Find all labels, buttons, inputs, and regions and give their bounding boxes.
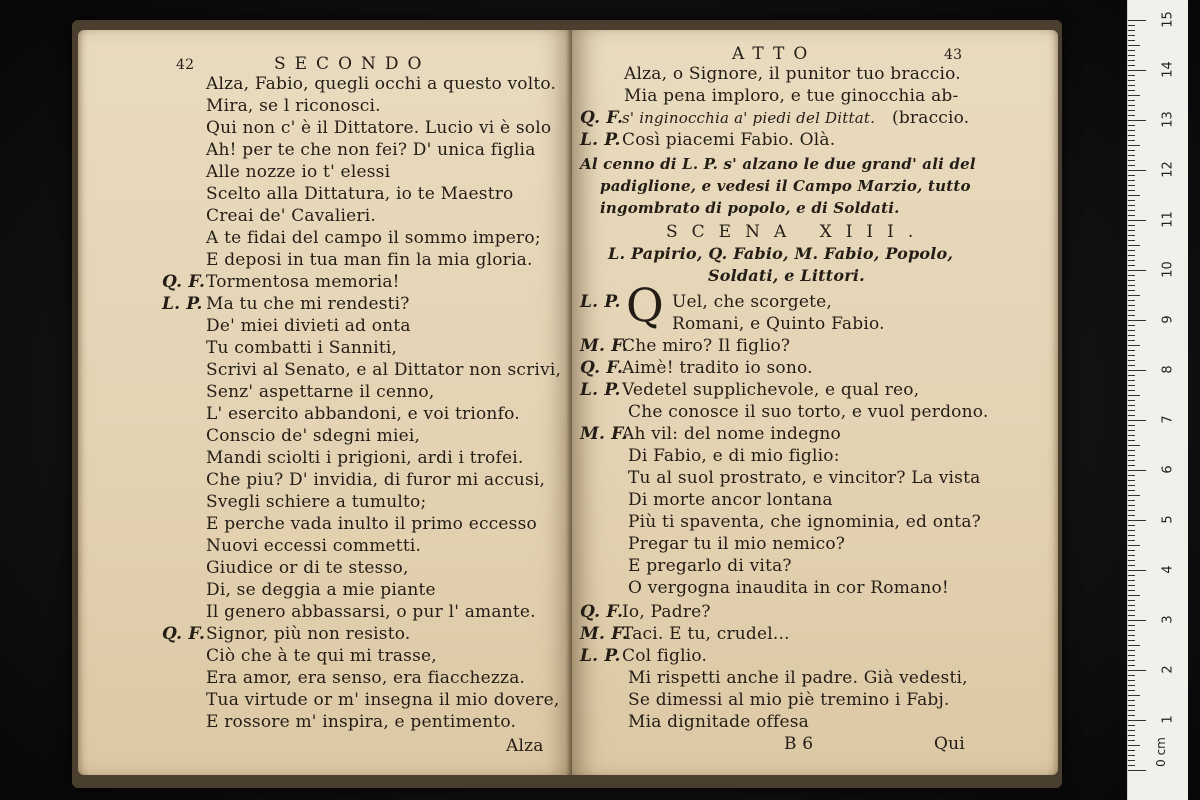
ruler-tick [1128, 575, 1135, 576]
ruler-tick [1128, 305, 1135, 306]
page-number-right: 43 [944, 47, 963, 63]
ruler-tick [1128, 175, 1135, 176]
ruler-tick [1128, 30, 1135, 31]
left-page [78, 30, 572, 775]
ruler-tick [1128, 655, 1135, 656]
text-line: Di Fabio, e di mio figlio: [628, 446, 840, 466]
text-line: Tormentosa memoria! [206, 272, 400, 292]
ruler-tick [1128, 250, 1135, 251]
ruler-tick [1128, 545, 1140, 546]
ruler-tick [1128, 760, 1135, 761]
ruler-tick [1128, 100, 1135, 101]
ruler-number: 1 [1160, 715, 1176, 724]
ruler-number: 2 [1160, 665, 1176, 674]
ruler-tick [1128, 25, 1135, 26]
text-line: Ciò che à te qui mi trasse, [206, 646, 437, 666]
running-head-right: ATTO [732, 44, 817, 64]
ruler-tick [1128, 260, 1135, 261]
speaker-label: L. P. [162, 294, 203, 314]
ruler-tick [1128, 720, 1146, 721]
ruler-tick [1128, 35, 1135, 36]
ruler-tick [1128, 200, 1135, 201]
ruler-tick [1128, 280, 1135, 281]
ruler-tick [1128, 115, 1135, 116]
text-line: Uel, che scorgete, [672, 292, 833, 312]
text-line: Alle nozze io t' elessi [206, 162, 391, 182]
text-line: Svegli schiere a tumulto; [206, 492, 427, 512]
ruler-tick [1128, 465, 1135, 466]
text-line: Nuovi eccessi commetti. [206, 536, 422, 556]
ruler-number: 3 [1160, 615, 1176, 624]
ruler-tick [1128, 105, 1135, 106]
text-line: Pregar tu il mio nemico? [628, 534, 846, 554]
ruler-tick [1128, 110, 1135, 111]
ruler-tick [1128, 495, 1140, 496]
ruler-number: 7 [1160, 415, 1176, 424]
text-line: Alza, o Signore, il punitor tuo braccio. [624, 64, 961, 84]
ruler-tick [1128, 170, 1146, 171]
ruler-tick [1128, 130, 1135, 131]
ruler-tick [1128, 620, 1146, 621]
ruler-tick [1128, 640, 1135, 641]
ruler-tick [1128, 300, 1135, 301]
text-line: Giudice or di te stesso, [206, 558, 409, 578]
ruler-tick [1128, 490, 1135, 491]
text-line: Creai de' Cavalieri. [206, 206, 376, 226]
ruler-tick [1128, 395, 1140, 396]
speaker-label: Q. F. [162, 624, 206, 644]
speaker-label: M. F. [580, 424, 628, 444]
ruler-tick [1128, 40, 1135, 41]
ruler-tick [1128, 270, 1146, 271]
ruler-tick [1128, 245, 1140, 246]
text-line: Scelto alla Dittatura, io te Maestro [206, 184, 514, 204]
speaker-label: L. P. [580, 130, 621, 150]
ruler-tick [1128, 570, 1146, 571]
ruler-tick [1128, 145, 1140, 146]
ruler-tick [1128, 370, 1146, 371]
ruler-tick [1128, 770, 1146, 771]
text-line: Qui non c' è il Dittatore. Lucio vi è solo [206, 118, 552, 138]
ruler-tick [1128, 475, 1135, 476]
text-line: Tu al suol prostrato, e vincitor? La vista [628, 468, 981, 488]
ruler-tick [1128, 385, 1135, 386]
ruler-tick [1128, 600, 1135, 601]
stage-direction: Al cenno di L. P. s' alzano le due grand' ali del [580, 155, 976, 173]
ruler-tick [1128, 150, 1135, 151]
speaker-label: M. F. [580, 624, 628, 644]
ruler-tick [1128, 330, 1135, 331]
ruler-tick [1128, 180, 1135, 181]
ruler-tick [1128, 730, 1135, 731]
ruler-tick [1128, 700, 1135, 701]
ruler-tick [1128, 690, 1135, 691]
text-line: Mandi sciolti i prigioni, ardi i trofei. [206, 448, 524, 468]
ruler-tick [1128, 220, 1146, 221]
text-line: Alza, Fabio, quegli occhi a questo volto. [206, 74, 557, 94]
text-line: Romani, e Quinto Fabio. [672, 314, 885, 334]
text-line: Scrivi al Senato, e al Dittator non scrivi, [206, 360, 562, 380]
ruler-tick [1128, 70, 1146, 71]
ruler-tick [1128, 550, 1135, 551]
ruler-tick [1128, 755, 1135, 756]
ruler-tick [1128, 65, 1135, 66]
right-page [572, 30, 1058, 775]
ruler-tick [1128, 20, 1146, 21]
ruler-tick [1128, 645, 1140, 646]
ruler-tick [1128, 595, 1140, 596]
text-line: O vergogna inaudita in cor Romano! [628, 578, 949, 598]
ruler-tick [1128, 350, 1135, 351]
text-line: Che piu? D' invidia, di furor mi accusi, [206, 470, 546, 490]
ruler-tick [1128, 235, 1135, 236]
ruler-tick [1128, 425, 1135, 426]
ruler-tick [1128, 610, 1135, 611]
ruler-tick [1128, 190, 1135, 191]
speaker-label: Q. F. [580, 358, 624, 378]
stage-direction: s' inginocchia a' piedi del Dittat. [622, 109, 876, 127]
ruler-tick [1128, 440, 1135, 441]
ruler-tick [1128, 480, 1135, 481]
ruler-tick [1128, 420, 1146, 421]
ruler-number: 9 [1160, 315, 1176, 324]
ruler-tick [1128, 565, 1135, 566]
ruler-tick [1128, 505, 1135, 506]
measuring-ruler [1127, 0, 1188, 800]
ruler-tick [1128, 665, 1135, 666]
ruler-tick [1128, 55, 1135, 56]
ruler-tick [1128, 380, 1135, 381]
text-line: E rossore m' inspira, e pentimento. [206, 712, 517, 732]
ruler-tick [1128, 210, 1135, 211]
ruler-tick [1128, 325, 1135, 326]
running-head-left: SECONDO [274, 54, 431, 74]
ruler-tick [1128, 625, 1135, 626]
text-line: Aimè! tradito io sono. [622, 358, 813, 378]
ruler-tick [1128, 160, 1135, 161]
speaker-label: M. F. [580, 336, 628, 356]
ruler-tick [1128, 630, 1135, 631]
ruler-tick [1128, 95, 1140, 96]
ruler-tick [1128, 390, 1135, 391]
text-line: Di morte ancor lontana [628, 490, 833, 510]
ruler-tick [1128, 590, 1135, 591]
ruler-number: 5 [1160, 515, 1176, 524]
ruler-tick [1128, 225, 1135, 226]
ruler-tick [1128, 80, 1135, 81]
cast-list: Soldati, e Littori. [708, 266, 865, 285]
ruler-tick [1128, 740, 1135, 741]
ruler-tick [1128, 460, 1135, 461]
ruler-tick [1128, 240, 1135, 241]
ruler-tick [1128, 120, 1146, 121]
ruler-number: 10 [1160, 261, 1176, 278]
ruler-tick [1128, 355, 1135, 356]
speaker-label: Q. F. [580, 108, 624, 128]
text-line: E deposi in tua man fin la mia gloria. [206, 250, 533, 270]
ruler-tick [1128, 315, 1135, 316]
ruler-tick [1128, 470, 1146, 471]
text-line: Il genero abbassarsi, o pur l' amante. [206, 602, 536, 622]
text-line: E perche vada inulto il primo eccesso [206, 514, 537, 534]
ruler-tick [1128, 365, 1135, 366]
ruler-tick [1128, 410, 1135, 411]
ruler-tick [1128, 450, 1135, 451]
ruler-tick [1128, 60, 1135, 61]
ruler-tick [1128, 405, 1135, 406]
text-line: Ah vil: del nome indegno [622, 424, 841, 444]
ruler-tick [1128, 670, 1146, 671]
drop-cap: Q [626, 278, 664, 332]
ruler-tick [1128, 455, 1135, 456]
ruler-tick [1128, 585, 1135, 586]
ruler-tick [1128, 230, 1135, 231]
text-line: Vedetel supplichevole, e qual reo, [622, 380, 920, 400]
text-line: (braccio. [892, 108, 970, 128]
ruler-tick [1128, 705, 1135, 706]
ruler-tick [1128, 745, 1140, 746]
text-line: Di, se deggia a mie piante [206, 580, 436, 600]
ruler-tick [1128, 320, 1146, 321]
ruler-tick [1128, 510, 1135, 511]
text-line: De' miei divieti ad onta [206, 316, 411, 336]
ruler-tick [1128, 275, 1135, 276]
ruler-tick [1128, 650, 1135, 651]
ruler-tick [1128, 635, 1135, 636]
ruler-tick [1128, 660, 1135, 661]
ruler-tick [1128, 605, 1135, 606]
text-line: Col figlio. [622, 646, 708, 666]
ruler-tick [1128, 205, 1135, 206]
ruler-number: 4 [1160, 565, 1176, 574]
ruler-tick [1128, 310, 1135, 311]
ruler-tick [1128, 485, 1135, 486]
ruler-tick [1128, 560, 1135, 561]
ruler-tick [1128, 295, 1140, 296]
text-line: Taci. E tu, crudel... [622, 624, 790, 644]
ruler-tick [1128, 345, 1140, 346]
page-number-left: 42 [176, 57, 195, 73]
text-line: Mi rispetti anche il padre. Già vedesti, [628, 668, 968, 688]
ruler-tick [1128, 340, 1135, 341]
speaker-label: Q. F. [162, 272, 206, 292]
text-line: Così piacemi Fabio. Olà. [622, 130, 836, 150]
ruler-tick [1128, 290, 1135, 291]
speaker-label: L. P. [580, 646, 621, 666]
stage-direction: padiglione, e vedesi il Campo Marzio, tutto [600, 177, 971, 195]
ruler-tick [1128, 715, 1135, 716]
speaker-label: L. P. [580, 292, 621, 312]
ruler-tick [1128, 445, 1140, 446]
ruler-unit: 0 cm [1153, 737, 1168, 767]
ruler-tick [1128, 555, 1135, 556]
ruler-tick [1128, 215, 1135, 216]
ruler-number: 13 [1160, 111, 1176, 128]
text-line: Tua virtude or m' insegna il mio dovere, [206, 690, 560, 710]
text-line: Ah! per te che non fei? D' unica figlia [206, 140, 536, 160]
ruler-tick [1128, 580, 1135, 581]
catchword-left: Alza [506, 736, 544, 756]
ruler-tick [1128, 680, 1135, 681]
ruler-tick [1128, 515, 1135, 516]
scene-title: SCENA XIII. [666, 222, 928, 242]
ruler-number: 8 [1160, 365, 1176, 374]
ruler-tick [1128, 685, 1135, 686]
ruler-number: 6 [1160, 465, 1176, 474]
ruler-number: 15 [1160, 11, 1176, 28]
text-line: Io, Padre? [622, 602, 711, 622]
ruler-tick [1128, 535, 1135, 536]
ruler-tick [1128, 360, 1135, 361]
stage-direction: ingombrato di popolo, e di Soldati. [600, 199, 900, 217]
signature-mark: B 6 [784, 734, 814, 754]
ruler-tick [1128, 285, 1135, 286]
text-line: L' esercito abbandoni, e voi trionfo. [206, 404, 520, 424]
ruler-number: 12 [1160, 161, 1176, 178]
ruler-tick [1128, 165, 1135, 166]
text-line: Conscio de' sdegni miei, [206, 426, 421, 446]
text-line: Mia pena imploro, e tue ginocchia ab- [624, 86, 959, 106]
ruler-tick [1128, 435, 1135, 436]
ruler-tick [1128, 335, 1135, 336]
text-line: Che conosce il suo torto, e vuol perdono. [628, 402, 989, 422]
speaker-label: L. P. [580, 380, 621, 400]
catchword-right: Qui [934, 734, 965, 754]
text-line: Mira, se l riconosci. [206, 96, 381, 116]
ruler-tick [1128, 400, 1135, 401]
ruler-tick [1128, 675, 1135, 676]
text-line: Mia dignitade offesa [628, 712, 810, 732]
ruler-tick [1128, 185, 1135, 186]
ruler-tick [1128, 500, 1135, 501]
ruler-tick [1128, 125, 1135, 126]
text-line: Tu combatti i Sanniti, [206, 338, 398, 358]
ruler-tick [1128, 195, 1140, 196]
ruler-tick [1128, 750, 1135, 751]
ruler-number: 14 [1160, 61, 1176, 78]
text-line: Se dimessi al mio piè tremino i Fabj. [628, 690, 950, 710]
text-line: Era amor, era senso, era fiacchezza. [206, 668, 526, 688]
ruler-tick [1128, 725, 1135, 726]
ruler-tick [1128, 375, 1135, 376]
ruler-tick [1128, 75, 1135, 76]
ruler-tick [1128, 765, 1135, 766]
ruler-tick [1128, 530, 1135, 531]
ruler-tick [1128, 615, 1135, 616]
text-line: Senz' aspettarne il cenno, [206, 382, 435, 402]
ruler-number: 11 [1160, 211, 1176, 228]
text-line: E pregarlo di vita? [628, 556, 792, 576]
text-line: Signor, più non resisto. [206, 624, 411, 644]
ruler-tick [1128, 90, 1135, 91]
ruler-tick [1128, 255, 1135, 256]
text-line: Ma tu che mi rendesti? [206, 294, 410, 314]
ruler-tick [1128, 710, 1135, 711]
ruler-tick [1128, 735, 1135, 736]
ruler-tick [1128, 265, 1135, 266]
ruler-tick [1128, 695, 1140, 696]
ruler-tick [1128, 50, 1135, 51]
text-line: Più ti spaventa, che ignominia, ed onta? [628, 512, 981, 532]
ruler-tick [1128, 140, 1135, 141]
ruler-tick [1128, 415, 1135, 416]
ruler-tick [1128, 135, 1135, 136]
ruler-tick [1128, 85, 1135, 86]
speaker-label: Q. F. [580, 602, 624, 622]
ruler-tick [1128, 520, 1146, 521]
cast-list: L. Papirio, Q. Fabio, M. Fabio, Popolo, [608, 244, 954, 263]
ruler-tick [1128, 45, 1140, 46]
ruler-tick [1128, 525, 1135, 526]
text-line: A te fidai del campo il sommo impero; [206, 228, 541, 248]
ruler-tick [1128, 155, 1135, 156]
ruler-tick [1128, 430, 1135, 431]
ruler-tick [1128, 540, 1135, 541]
text-line: Che miro? Il figlio? [622, 336, 791, 356]
